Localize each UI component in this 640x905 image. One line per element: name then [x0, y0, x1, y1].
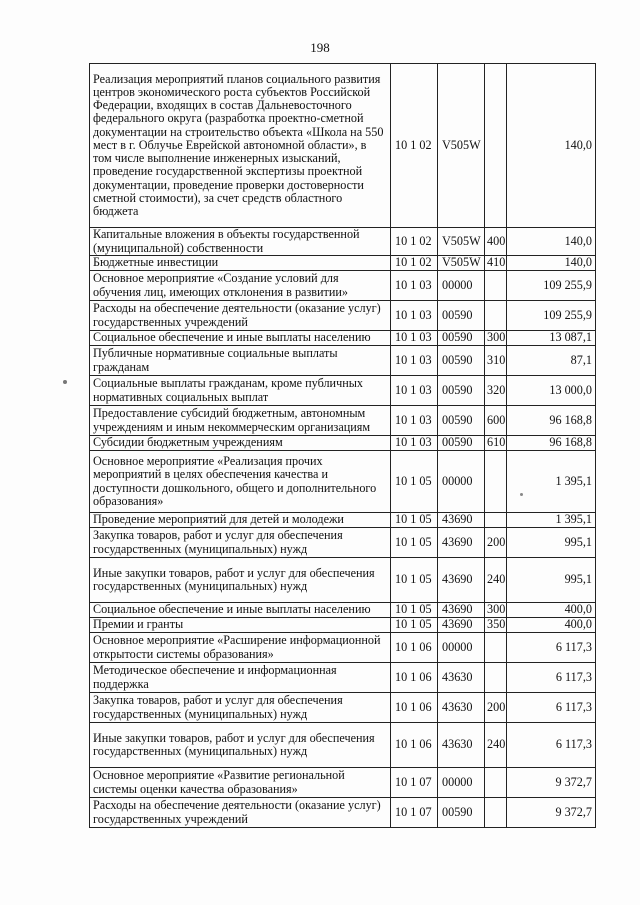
row-amount: 6 117,3 — [507, 723, 596, 768]
row-target-article-code: 00000 — [438, 451, 485, 513]
table-row — [90, 723, 596, 768]
row-name: Расходы на обеспечение деятельности (оказание услуг) государственных учреждений — [90, 301, 391, 331]
table-row — [90, 301, 596, 331]
row-target-article-program: 10 1 03 — [391, 331, 438, 346]
row-target-article-program: 10 1 06 — [391, 723, 438, 768]
row-target-article-program: 10 1 03 — [391, 271, 438, 301]
row-target-article-code: 00590 — [438, 436, 485, 451]
row-expense-type — [485, 768, 507, 798]
row-amount: 13 000,0 — [507, 376, 596, 406]
row-expense-type: 200 — [485, 693, 507, 723]
row-target-article-program: 10 1 06 — [391, 663, 438, 693]
row-target-article-program: 10 1 07 — [391, 798, 438, 828]
row-expense-type — [485, 64, 507, 228]
table-row — [90, 618, 596, 633]
row-name: Социальное обеспечение и иные выплаты населению — [90, 603, 391, 618]
row-amount: 6 117,3 — [507, 693, 596, 723]
row-name: Социальные выплаты гражданам, кроме публичных нормативных социальных выплат — [90, 376, 391, 406]
page-number: 198 — [310, 40, 330, 55]
table-row — [90, 603, 596, 618]
table-row — [90, 528, 596, 558]
row-target-article-program: 10 1 02 — [391, 64, 438, 228]
row-target-article-program: 10 1 03 — [391, 301, 438, 331]
row-target-article-code: 00590 — [438, 301, 485, 331]
row-amount: 140,0 — [507, 256, 596, 271]
table-row — [90, 406, 596, 436]
row-amount: 995,1 — [507, 528, 596, 558]
row-expense-type — [485, 301, 507, 331]
row-expense-type: 410 — [485, 256, 507, 271]
row-amount: 6 117,3 — [507, 633, 596, 663]
row-target-article-program: 10 1 06 — [391, 693, 438, 723]
row-expense-type — [485, 271, 507, 301]
row-name: Предоставление субсидий бюджетным, автономным учреждениям и иным некоммерческим организациям — [90, 406, 391, 436]
row-target-article-code: V505W — [438, 64, 485, 228]
row-expense-type: 350 — [485, 618, 507, 633]
row-name: Основное мероприятие «Развитие региональной системы оценки качества образования» — [90, 768, 391, 798]
row-name: Публичные нормативные социальные выплаты гражданам — [90, 346, 391, 376]
row-name: Иные закупки товаров, работ и услуг для обеспечения государственных (муниципальных) нужд — [90, 558, 391, 603]
row-expense-type: 300 — [485, 603, 507, 618]
row-amount: 140,0 — [507, 64, 596, 228]
row-amount: 6 117,3 — [507, 663, 596, 693]
scan-speck — [520, 493, 523, 496]
row-target-article-program: 10 1 03 — [391, 376, 438, 406]
row-name: Бюджетные инвестиции — [90, 256, 391, 271]
row-target-article-code: 00590 — [438, 376, 485, 406]
row-expense-type: 610 — [485, 436, 507, 451]
row-expense-type: 320 — [485, 376, 507, 406]
table-row — [90, 663, 596, 693]
row-target-article-program: 10 1 05 — [391, 451, 438, 513]
row-name: Проведение мероприятий для детей и молодежи — [90, 513, 391, 528]
row-target-article-code: 43690 — [438, 528, 485, 558]
row-expense-type: 400 — [485, 228, 507, 256]
row-expense-type — [485, 451, 507, 513]
row-amount: 9 372,7 — [507, 768, 596, 798]
row-amount: 96 168,8 — [507, 436, 596, 451]
table-row — [90, 376, 596, 406]
table-row — [90, 633, 596, 663]
row-amount: 9 372,7 — [507, 798, 596, 828]
row-expense-type: 200 — [485, 528, 507, 558]
row-target-article-program: 10 1 05 — [391, 618, 438, 633]
row-target-article-code: 00000 — [438, 768, 485, 798]
row-target-article-program: 10 1 03 — [391, 346, 438, 376]
row-amount: 87,1 — [507, 346, 596, 376]
row-target-article-code: 43630 — [438, 693, 485, 723]
row-amount: 995,1 — [507, 558, 596, 603]
row-target-article-code: 43630 — [438, 663, 485, 693]
row-amount: 109 255,9 — [507, 301, 596, 331]
table-row — [90, 346, 596, 376]
row-target-article-program: 10 1 06 — [391, 633, 438, 663]
table-row — [90, 331, 596, 346]
row-target-article-code: V505W — [438, 256, 485, 271]
row-expense-type: 240 — [485, 558, 507, 603]
row-amount: 1 395,1 — [507, 513, 596, 528]
row-target-article-program: 10 1 05 — [391, 513, 438, 528]
table-row — [90, 64, 596, 228]
row-target-article-code: 00590 — [438, 331, 485, 346]
row-target-article-program: 10 1 07 — [391, 768, 438, 798]
scan-speck — [63, 380, 67, 384]
row-target-article-code: 00590 — [438, 346, 485, 376]
budget-table-body — [90, 64, 596, 828]
row-name: Субсидии бюджетным учреждениям — [90, 436, 391, 451]
row-expense-type — [485, 633, 507, 663]
row-target-article-program: 10 1 03 — [391, 436, 438, 451]
row-name: Методическое обеспечение и информационная поддержка — [90, 663, 391, 693]
row-name: Закупка товаров, работ и услуг для обеспечения государственных (муниципальных) нужд — [90, 693, 391, 723]
table-row — [90, 451, 596, 513]
row-expense-type: 300 — [485, 331, 507, 346]
row-name: Расходы на обеспечение деятельности (оказание услуг) государственных учреждений — [90, 798, 391, 828]
row-target-article-code: V505W — [438, 228, 485, 256]
table-row — [90, 513, 596, 528]
row-expense-type: 600 — [485, 406, 507, 436]
row-target-article-program: 10 1 05 — [391, 603, 438, 618]
row-expense-type — [485, 663, 507, 693]
row-target-article-program: 10 1 02 — [391, 228, 438, 256]
row-name: Иные закупки товаров, работ и услуг для обеспечения государственных (муниципальных) нужд — [90, 723, 391, 768]
row-target-article-program: 10 1 05 — [391, 528, 438, 558]
row-target-article-code: 43690 — [438, 513, 485, 528]
row-name: Премии и гранты — [90, 618, 391, 633]
row-target-article-code: 00000 — [438, 271, 485, 301]
row-amount: 400,0 — [507, 603, 596, 618]
row-target-article-program: 10 1 03 — [391, 406, 438, 436]
table-row — [90, 768, 596, 798]
row-name: Основное мероприятие «Создание условий для обучения лиц, имеющих отклонения в развитии» — [90, 271, 391, 301]
table-row — [90, 558, 596, 603]
row-name: Основное мероприятие «Реализация прочих мероприятий в целях обеспечения качества и доступности дошкольного, общего и дополнительного образования» — [90, 451, 391, 513]
row-name: Социальное обеспечение и иные выплаты населению — [90, 331, 391, 346]
row-name: Закупка товаров, работ и услуг для обеспечения государственных (муниципальных) нужд — [90, 528, 391, 558]
row-target-article-code: 00590 — [438, 798, 485, 828]
row-target-article-code: 43630 — [438, 723, 485, 768]
row-amount: 13 087,1 — [507, 331, 596, 346]
table-row — [90, 256, 596, 271]
row-amount: 96 168,8 — [507, 406, 596, 436]
row-expense-type — [485, 798, 507, 828]
row-expense-type: 310 — [485, 346, 507, 376]
row-amount: 109 255,9 — [507, 271, 596, 301]
row-target-article-code: 43690 — [438, 603, 485, 618]
row-amount: 140,0 — [507, 228, 596, 256]
budget-table — [89, 63, 596, 828]
row-target-article-program: 10 1 05 — [391, 558, 438, 603]
row-target-article-program: 10 1 02 — [391, 256, 438, 271]
row-target-article-code: 00000 — [438, 633, 485, 663]
table-row — [90, 693, 596, 723]
row-target-article-code: 43690 — [438, 558, 485, 603]
table-row — [90, 271, 596, 301]
row-amount: 400,0 — [507, 618, 596, 633]
row-target-article-code: 00590 — [438, 406, 485, 436]
row-name: Капитальные вложения в объекты государственной (муниципальной) собственности — [90, 228, 391, 256]
row-name: Основное мероприятие «Расширение информационной открытости системы образования» — [90, 633, 391, 663]
table-row — [90, 228, 596, 256]
table-row — [90, 436, 596, 451]
row-target-article-code: 43690 — [438, 618, 485, 633]
row-amount: 1 395,1 — [507, 451, 596, 513]
table-row — [90, 798, 596, 828]
row-expense-type — [485, 513, 507, 528]
row-name: Реализация мероприятий планов социального развития центров экономического роста субъектов Российской Федерации, входящих в состав Дальневосточного федерального округа (разработка проектно-сметной документации на строительство объекта «Школа на 550 мест в г. Облучье Еврейской автономной области», в том числе выполнение инженерных изысканий, проведение государственной экспертизы проектной документации, проведение проверки достоверности сметной стоимости), за счет средств областного бюджета — [90, 64, 391, 228]
row-expense-type: 240 — [485, 723, 507, 768]
